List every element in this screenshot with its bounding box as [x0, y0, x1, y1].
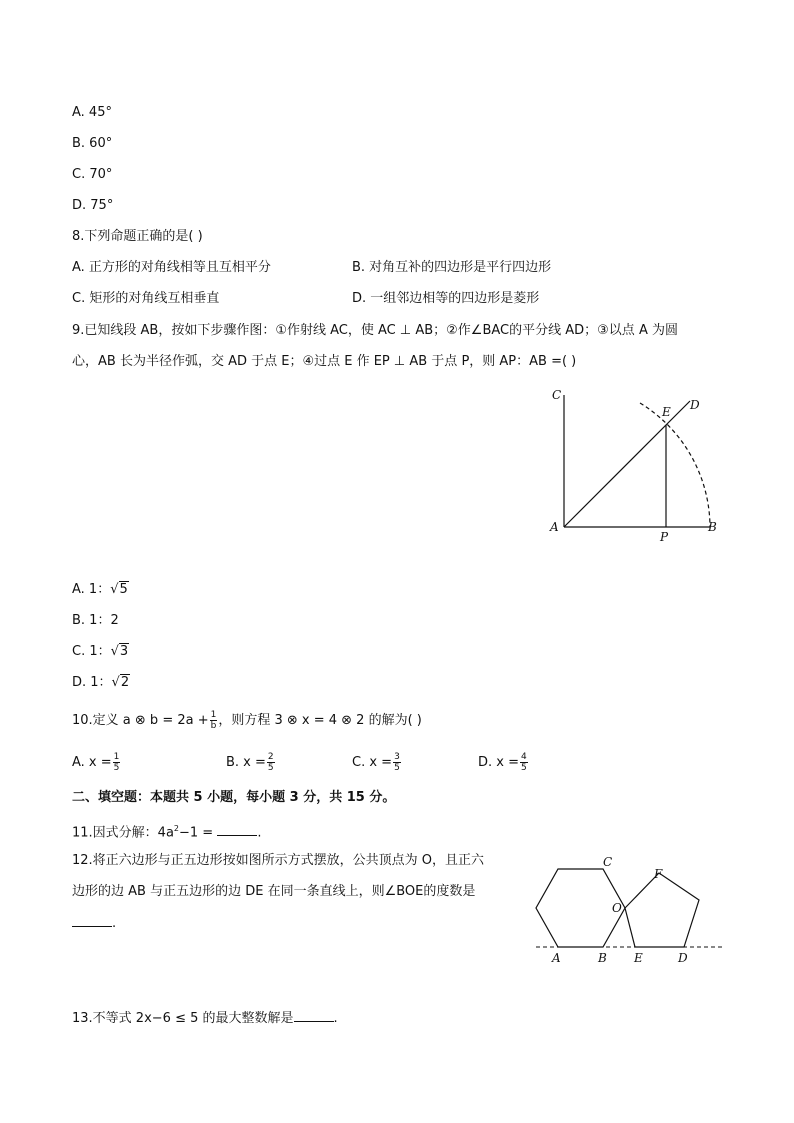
- q10-option-c: C. x = $\frac{3}{5}$: [352, 752, 400, 773]
- q12-stem-line2: 边形的边 AB 与正五边形的边 DE 在同一条直线上，则∠BOE的度数是: [72, 884, 476, 899]
- q7-option-c: C. 70°: [72, 167, 113, 182]
- q12-label-o: O: [612, 901, 622, 915]
- q13-answer-blank[interactable]: [294, 1009, 334, 1022]
- q8-option-b: B. 对角互补的四边形是平行四边形: [352, 260, 552, 275]
- q9-label-b: B: [708, 520, 717, 534]
- q7-option-a: A. 45°: [72, 105, 112, 120]
- q11-answer-blank[interactable]: [217, 823, 257, 836]
- q9-option-d: D. 1：√2: [72, 675, 130, 690]
- q8-option-d: D. 一组邻边相等的四边形是菱形: [352, 291, 540, 306]
- q12-stem-line3: .: [72, 914, 116, 933]
- q9-label-e: E: [662, 405, 671, 419]
- q8-option-c: C. 矩形的对角线互相垂直: [72, 291, 220, 306]
- q12-label-d: D: [678, 951, 688, 965]
- q9-stem-line2: 心，AB 长为半径作弧，交 AD 于点 E；④过点 E 作 EP ⊥ AB 于点 P，则 AP：AB =( ): [72, 354, 577, 369]
- q11-stem: 11.因式分解：$4a^2-1$ = .: [72, 824, 262, 841]
- q9-option-b: B. 1：2: [72, 613, 119, 628]
- q9-label-d: D: [690, 398, 700, 412]
- q9-label-p: P: [660, 530, 669, 544]
- q13-stem: 13.不等式 2x−6 ≤ 5 的最大整数解是 .: [72, 1011, 338, 1026]
- q10-option-a: A. x = $\frac{1}{5}$: [72, 752, 120, 773]
- q8-option-a: A. 正方形的对角线相等且互相平分: [72, 260, 271, 275]
- q9-option-c: C. 1：√3: [72, 644, 129, 659]
- q10-stem: 10.定义 a ⊗ b = 2a + $\frac{1}{b}$ ，则方程 3 ⊗ x = 4 ⊗ 2 的解为( ): [72, 710, 422, 731]
- q7-option-b: B. 60°: [72, 136, 113, 151]
- q9-figure: [540, 385, 730, 545]
- q10-option-b: B. x = $\frac{2}{5}$: [226, 752, 274, 773]
- q9-stem-line1: 9.已知线段 AB，按如下步骤作图：①作射线 AC，使 AC ⊥ AB；②作∠BAC的平分线 AD；③以点 A 为圆: [72, 323, 678, 338]
- q12-label-f: F: [654, 867, 663, 881]
- q12-answer-blank[interactable]: [72, 914, 112, 927]
- section-fill-in-title: 二、填空题：本题共 5 小题，每小题 3 分，共 15 分。: [72, 790, 396, 805]
- q9-label-c: C: [552, 388, 562, 402]
- q10-option-d: D. x = $\frac{4}{5}$: [478, 752, 527, 773]
- q12-label-c: C: [603, 855, 613, 869]
- q12-label-b: B: [598, 951, 607, 965]
- q12-figure: [530, 850, 725, 970]
- q9-option-a: A. 1：√5: [72, 582, 128, 597]
- q12-stem-line1: 12.将正六边形与正五边形按如图所示方式摆放，公共顶点为 O，且正六: [72, 853, 485, 868]
- q12-label-e: E: [634, 951, 643, 965]
- q12-label-a: A: [552, 951, 561, 965]
- q9-label-a: A: [550, 520, 559, 534]
- q7-option-d: D. 75°: [72, 198, 114, 213]
- q8-stem: 8.下列命题正确的是( ): [72, 229, 203, 244]
